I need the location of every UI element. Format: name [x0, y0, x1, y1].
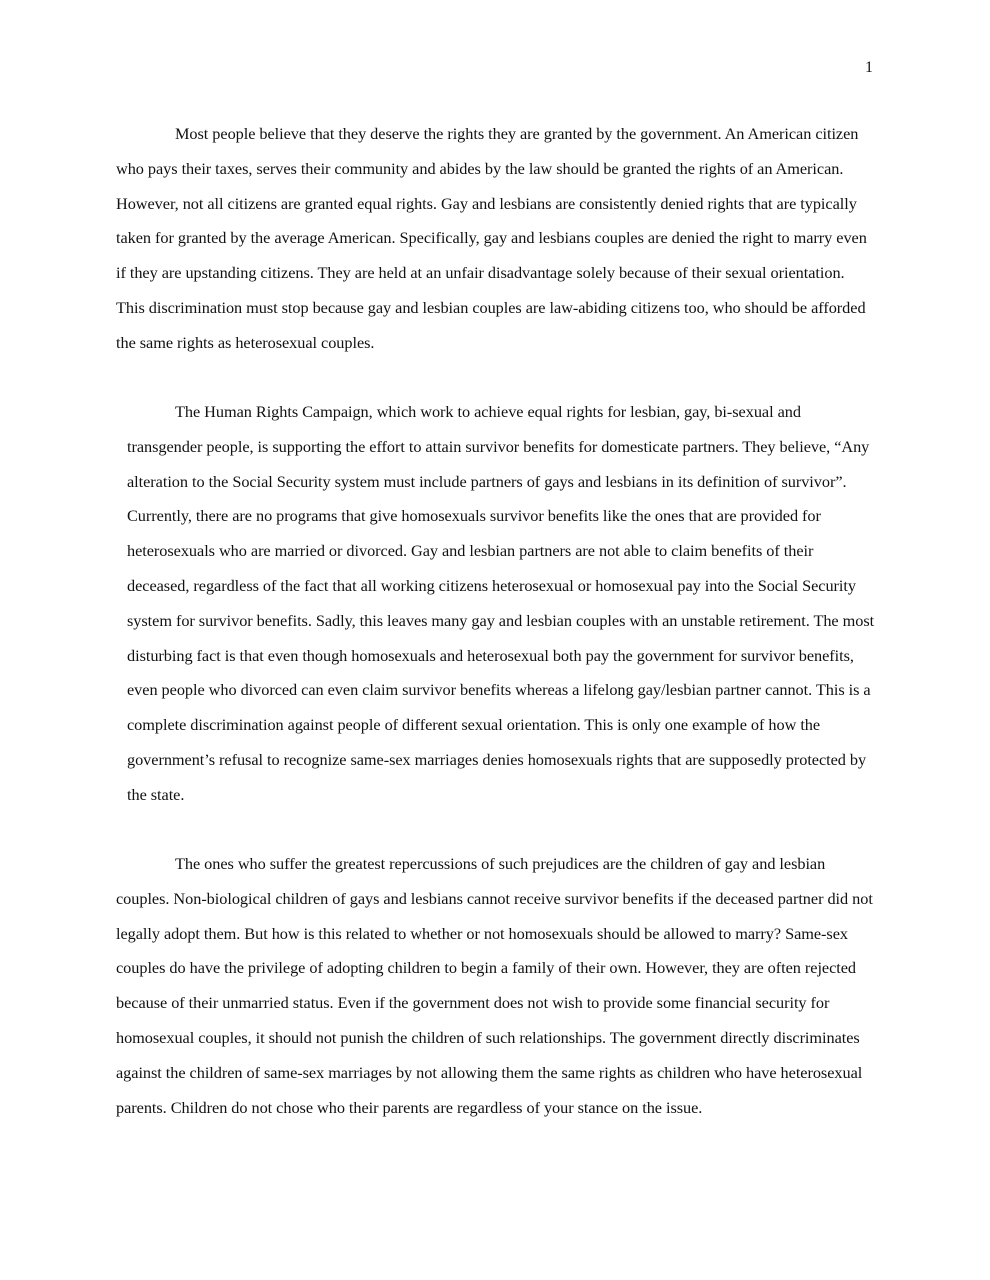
paragraph-2: The Human Rights Campaign, which work to achieve equal rights for lesbian, gay, bi-sexual and transgender people, is supporting the effort to attain survivor benefits for domesticate partners. They believe, “Any alteration to the Social Security system must include partners of gays and lesbians in its definition of survivor”. Currently, there are no programs that give homosexuals survivor benefits like the ones that are provided for heterosexuals who are married or divorced. Gay and lesbian partners are not able to claim benefits of their deceased, regardless of the fact that all working citizens heterosexual or homosexual pay into the Social Security system for survivor benefits. Sadly, this leaves many gay and lesbian couples with an unstable retirement. The most disturbing fact is that even though homosexuals and heterosexual both pay the government for survivor benefits, even people who divorced can even claim survivor benefits whereas a lifelong gay/lesbian partner cannot. This is a complete discrimination against people of different sexual orientation. This is only one example of how the government’s refusal to recognize same-sex marriages denies homosexuals rights that are supposedly protected by the state. [127, 402, 875, 804]
paragraph-3: The ones who suffer the greatest repercussions of such prejudices are the children of gay and lesbian couples. Non-biological children of gays and lesbians cannot receive survivor benefits if the deceased partner did not legally adopt them. But how is this related to whether or not homosexuals should be allowed to marry? Same-sex couples do have the privilege of adopting children to begin a family of their own. However, they are often rejected because of their unmarried status. Even if the government does not wish to provide some financial security for homosexual couples, it should not punish the children of such relationships. The government directly discriminates against the children of same-sex marriages by not allowing them the same rights as children who have heterosexual parents. Children do not chose who their parents are regardless of your stance on the issue. [116, 854, 873, 1117]
paragraph-1: Most people believe that they deserve the rights they are granted by the government. An American citizen who pays their taxes, serves their community and abides by the law should be granted the rights of an American. However, not all citizens are granted equal rights. Gay and lesbians are consistently denied rights that are typically taken for granted by the average American. Specifically, gay and lesbians couples are denied the right to marry even if they are upstanding citizens. They are held at an unfair disadvantage solely because of their sexual orientation. This discrimination must stop because gay and lesbian couples are law-abiding citizens too, who should be afforded the same rights as heterosexual couples. [116, 124, 867, 352]
page-number: 1 [865, 59, 873, 76]
